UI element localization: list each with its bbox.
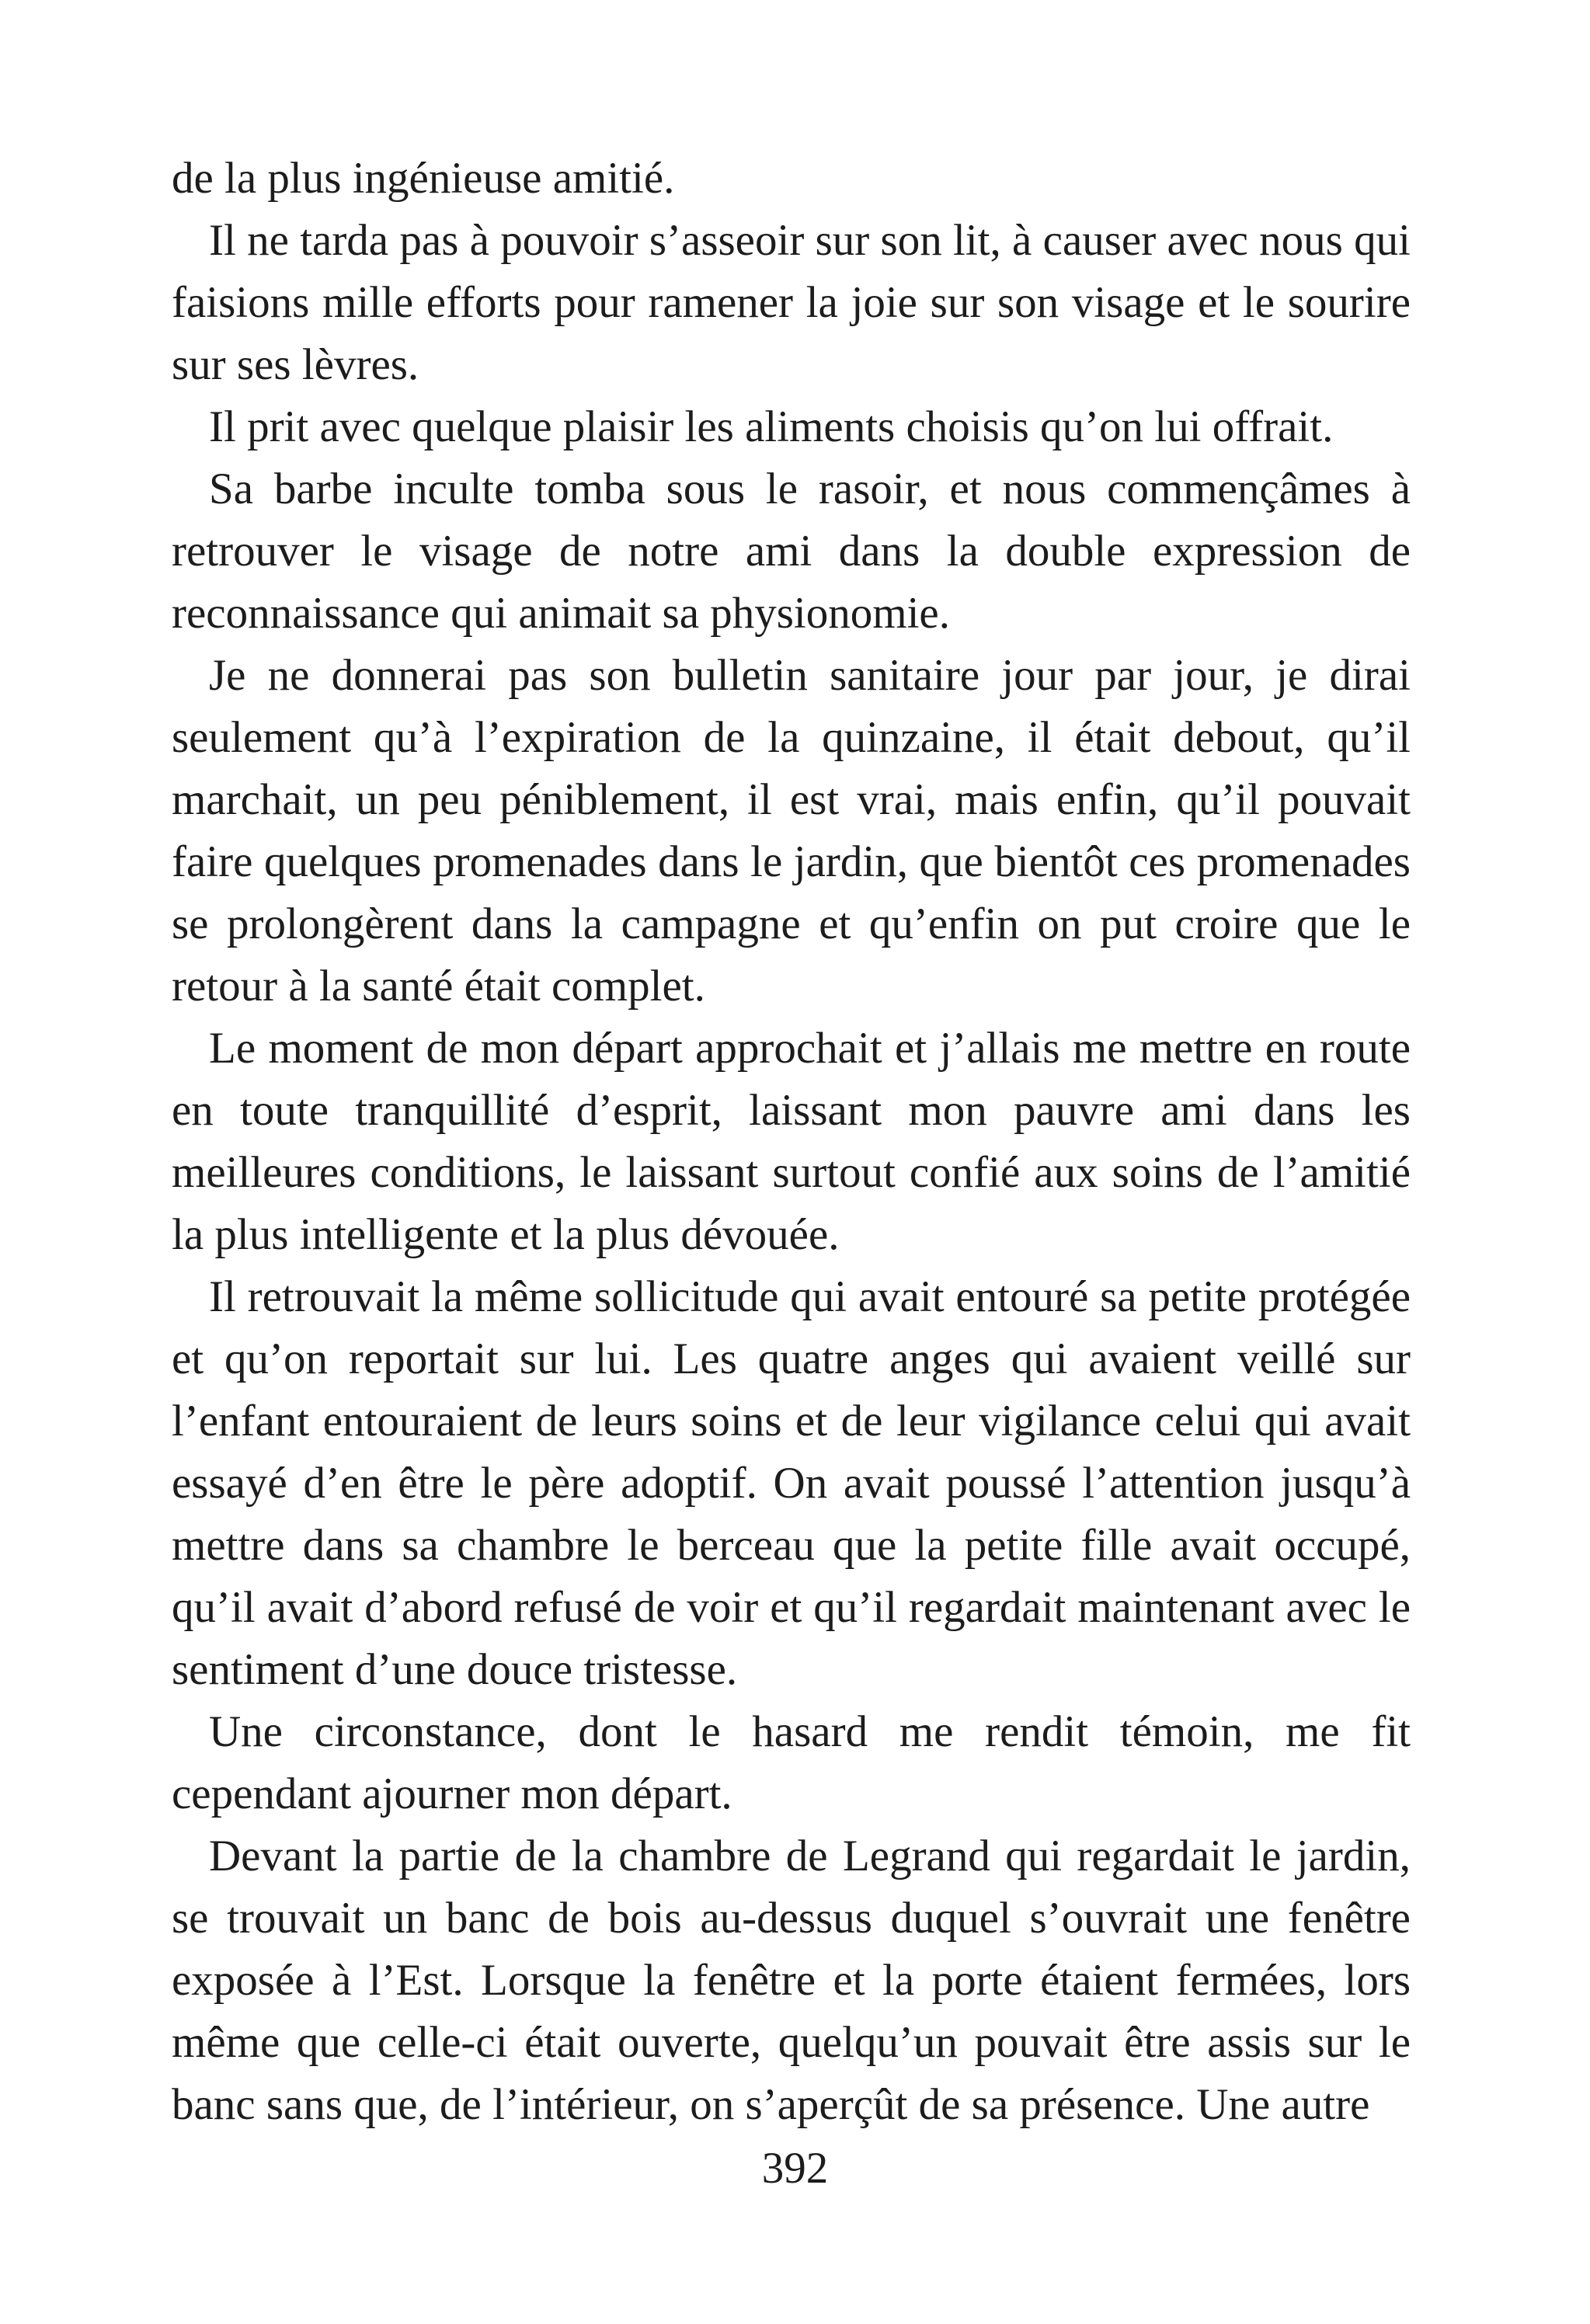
paragraph: Je ne donnerai pas son bulletin sanitaire jour par jour, je dirai seulement qu’à l’expiration de la quinzaine, il était debout, qu’il marchait, un peu péniblement, il est vrai, mais enfin, qu’il pouvait faire quelques promenades dans le jardin, que bientôt ces promenades se prolongèrent dans la campagne et qu’enfin on put croire que le retour à la santé était complet. [172, 651, 1411, 1011]
paragraph: Une circonstance, dont le hasard me rendit témoin, me fit cependant ajourner mon départ. [172, 1707, 1411, 1818]
paragraph: Il prit avec quelque plaisir les aliments choisis qu’on lui offrait. [209, 402, 1334, 451]
page-number: 392 [761, 2144, 829, 2193]
paragraph: Le moment de mon départ approchait et j’allais me mettre en route en toute tranquillité d’esprit, laissant mon pauvre ami dans les meilleures conditions, le laissant surtout confié aux soins de l’amitié la plus intelligente et la plus dévouée. [172, 1024, 1411, 1259]
paragraph: Il ne tarda pas à pouvoir s’asseoir sur son lit, à causer avec nous qui faisions mille efforts pour ramener la joie sur son visage et le sourire sur ses lèvres. [172, 216, 1411, 389]
paragraph: de la plus ingénieuse amitié. [172, 154, 675, 203]
paragraph: Sa barbe inculte tomba sous le rasoir, et nous commençâmes à retrouver le visage de notre ami dans la double expression de reconnaissance qui animait sa physionomie. [172, 464, 1411, 638]
paragraph: Il retrouvait la même sollicitude qui avait entouré sa petite protégée et qu’on reportait sur lui. Les quatre anges qui avaient veillé sur l’enfant entouraient de leurs soins et de leur vigilance celui qui avait essayé d’en être le père adoptif. On avait poussé l’attention jusqu’à mettre dans sa chambre le berceau que la petite fille avait occupé, qu’il avait d’abord refusé de voir et qu’il regardait maintenant avec le sentiment d’une douce tristesse. [172, 1272, 1411, 1694]
paragraph: Devant la partie de la chambre de Legrand qui regardait le jardin, se trouvait un banc de bois au-dessus duquel s’ouvrait une fenêtre exposée à l’Est. Lorsque la fenêtre et la porte étaient fermées, lors même que celle-ci était ouverte, quelqu’un pouvait être assis sur le banc sans que, de l’intérieur, on s’aperçût de sa présence. Une autre [172, 1832, 1411, 2129]
body-text [172, 148, 1411, 2136]
